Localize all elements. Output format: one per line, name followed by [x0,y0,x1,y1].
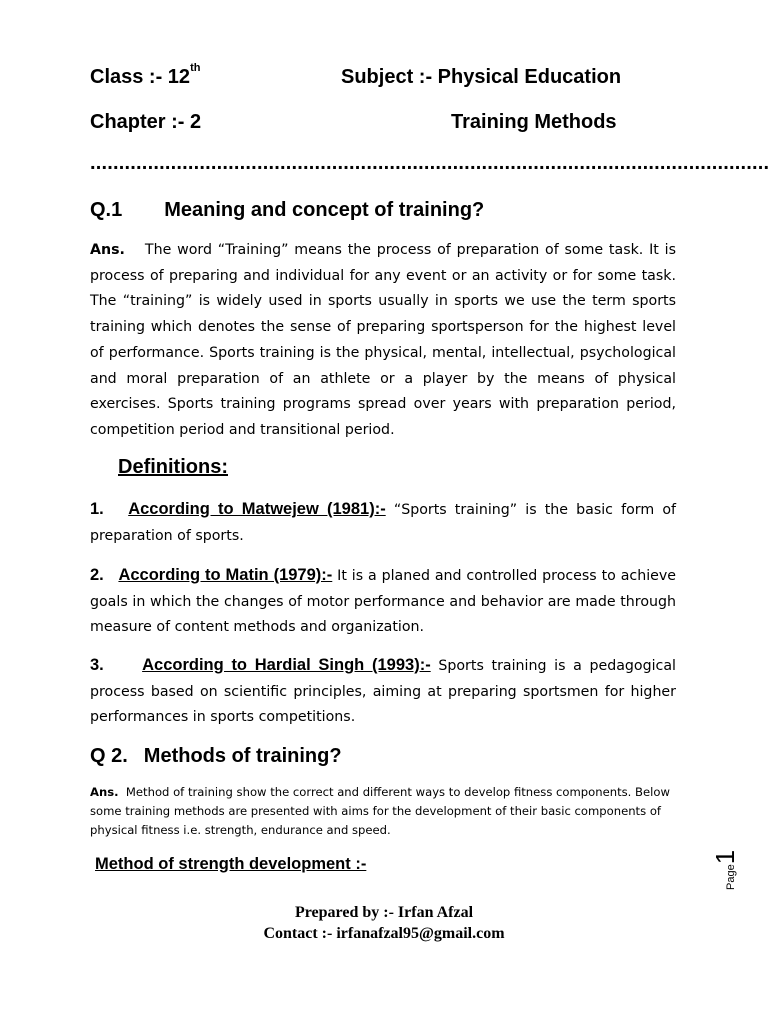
page-number: 1 [710,849,740,865]
class-text: Class :- 12 [90,66,191,88]
q1-answer-text: The word “Training” means the process of preparation of some task. It is process of preparing and individual for any event or an activity or for some task. The “training” is widely used in sports usually in sports we use the term sports training which denotes the sense of preparing sportsperson for the highest level of performance. Sports training is the physical, mental, intellectual, psychological and moral preparation of an athlete or a player by the means of physical exercises. Sports training programs spread over years with preparation period, competition period and transitional period. [90,242,676,438]
class-superscript: th [190,62,201,74]
q1-ans-label: Ans. [90,242,125,258]
q2-number: Q 2. [90,745,128,767]
definition-text: Sports training is a pedagogical process based on scientific principles, aiming at preparing sportsmen for higher performances in sports competitions. [90,658,676,726]
definition-item-1 [90,497,676,549]
topic-label: Training Methods [451,111,617,133]
q2-title: Methods of training? [143,745,342,767]
q1-heading [90,199,484,222]
method-strength-heading: Method of strength development :- [95,855,367,873]
q1-answer [90,238,676,444]
definition-item-2 [90,563,676,641]
footer-prepared: Prepared by :- Irfan Afzal [294,904,474,921]
class-label [90,62,201,89]
subject-label: Subject :- Physical Education [341,66,622,88]
definition-number: 1. [90,500,104,518]
q2-ans-label: Ans. [90,785,119,799]
q2-answer [90,783,676,840]
definition-text: “Sports training” is the basic form of preparation of sports. [90,502,677,544]
page-marker [710,850,741,890]
q1-title: Meaning and concept of training? [164,199,485,221]
chapter-label: Chapter :- 2 [90,111,202,133]
definition-text: It is a planed and controlled process to achieve goals in which the changes of motor performance and behavior are made through measure of content methods and organization. [90,568,676,636]
definition-item-3 [90,653,676,731]
q1-number: Q.1 [90,199,123,221]
definitions-title: Definitions: [118,456,228,478]
definition-label: According to Matin (1979):- [118,566,333,584]
definition-label: According to Matwejew (1981):- [128,500,386,518]
page-word: Page [725,864,737,890]
q2-heading [90,745,342,768]
definition-label: According to Hardial Singh (1993):- [142,656,431,674]
dotted-separator: ...................................................................................................................... [90,152,769,174]
q2-answer-text: Method of training show the correct and different ways to develop fitness components. Below some training methods are presented with aims for the development of their basic components of physical fitness i.e. strength, endurance and speed. [90,785,670,837]
definition-number: 2. [90,566,104,584]
footer-contact: Contact :- irfanafzal95@gmail.com [263,925,505,942]
definition-number: 3. [90,656,104,674]
